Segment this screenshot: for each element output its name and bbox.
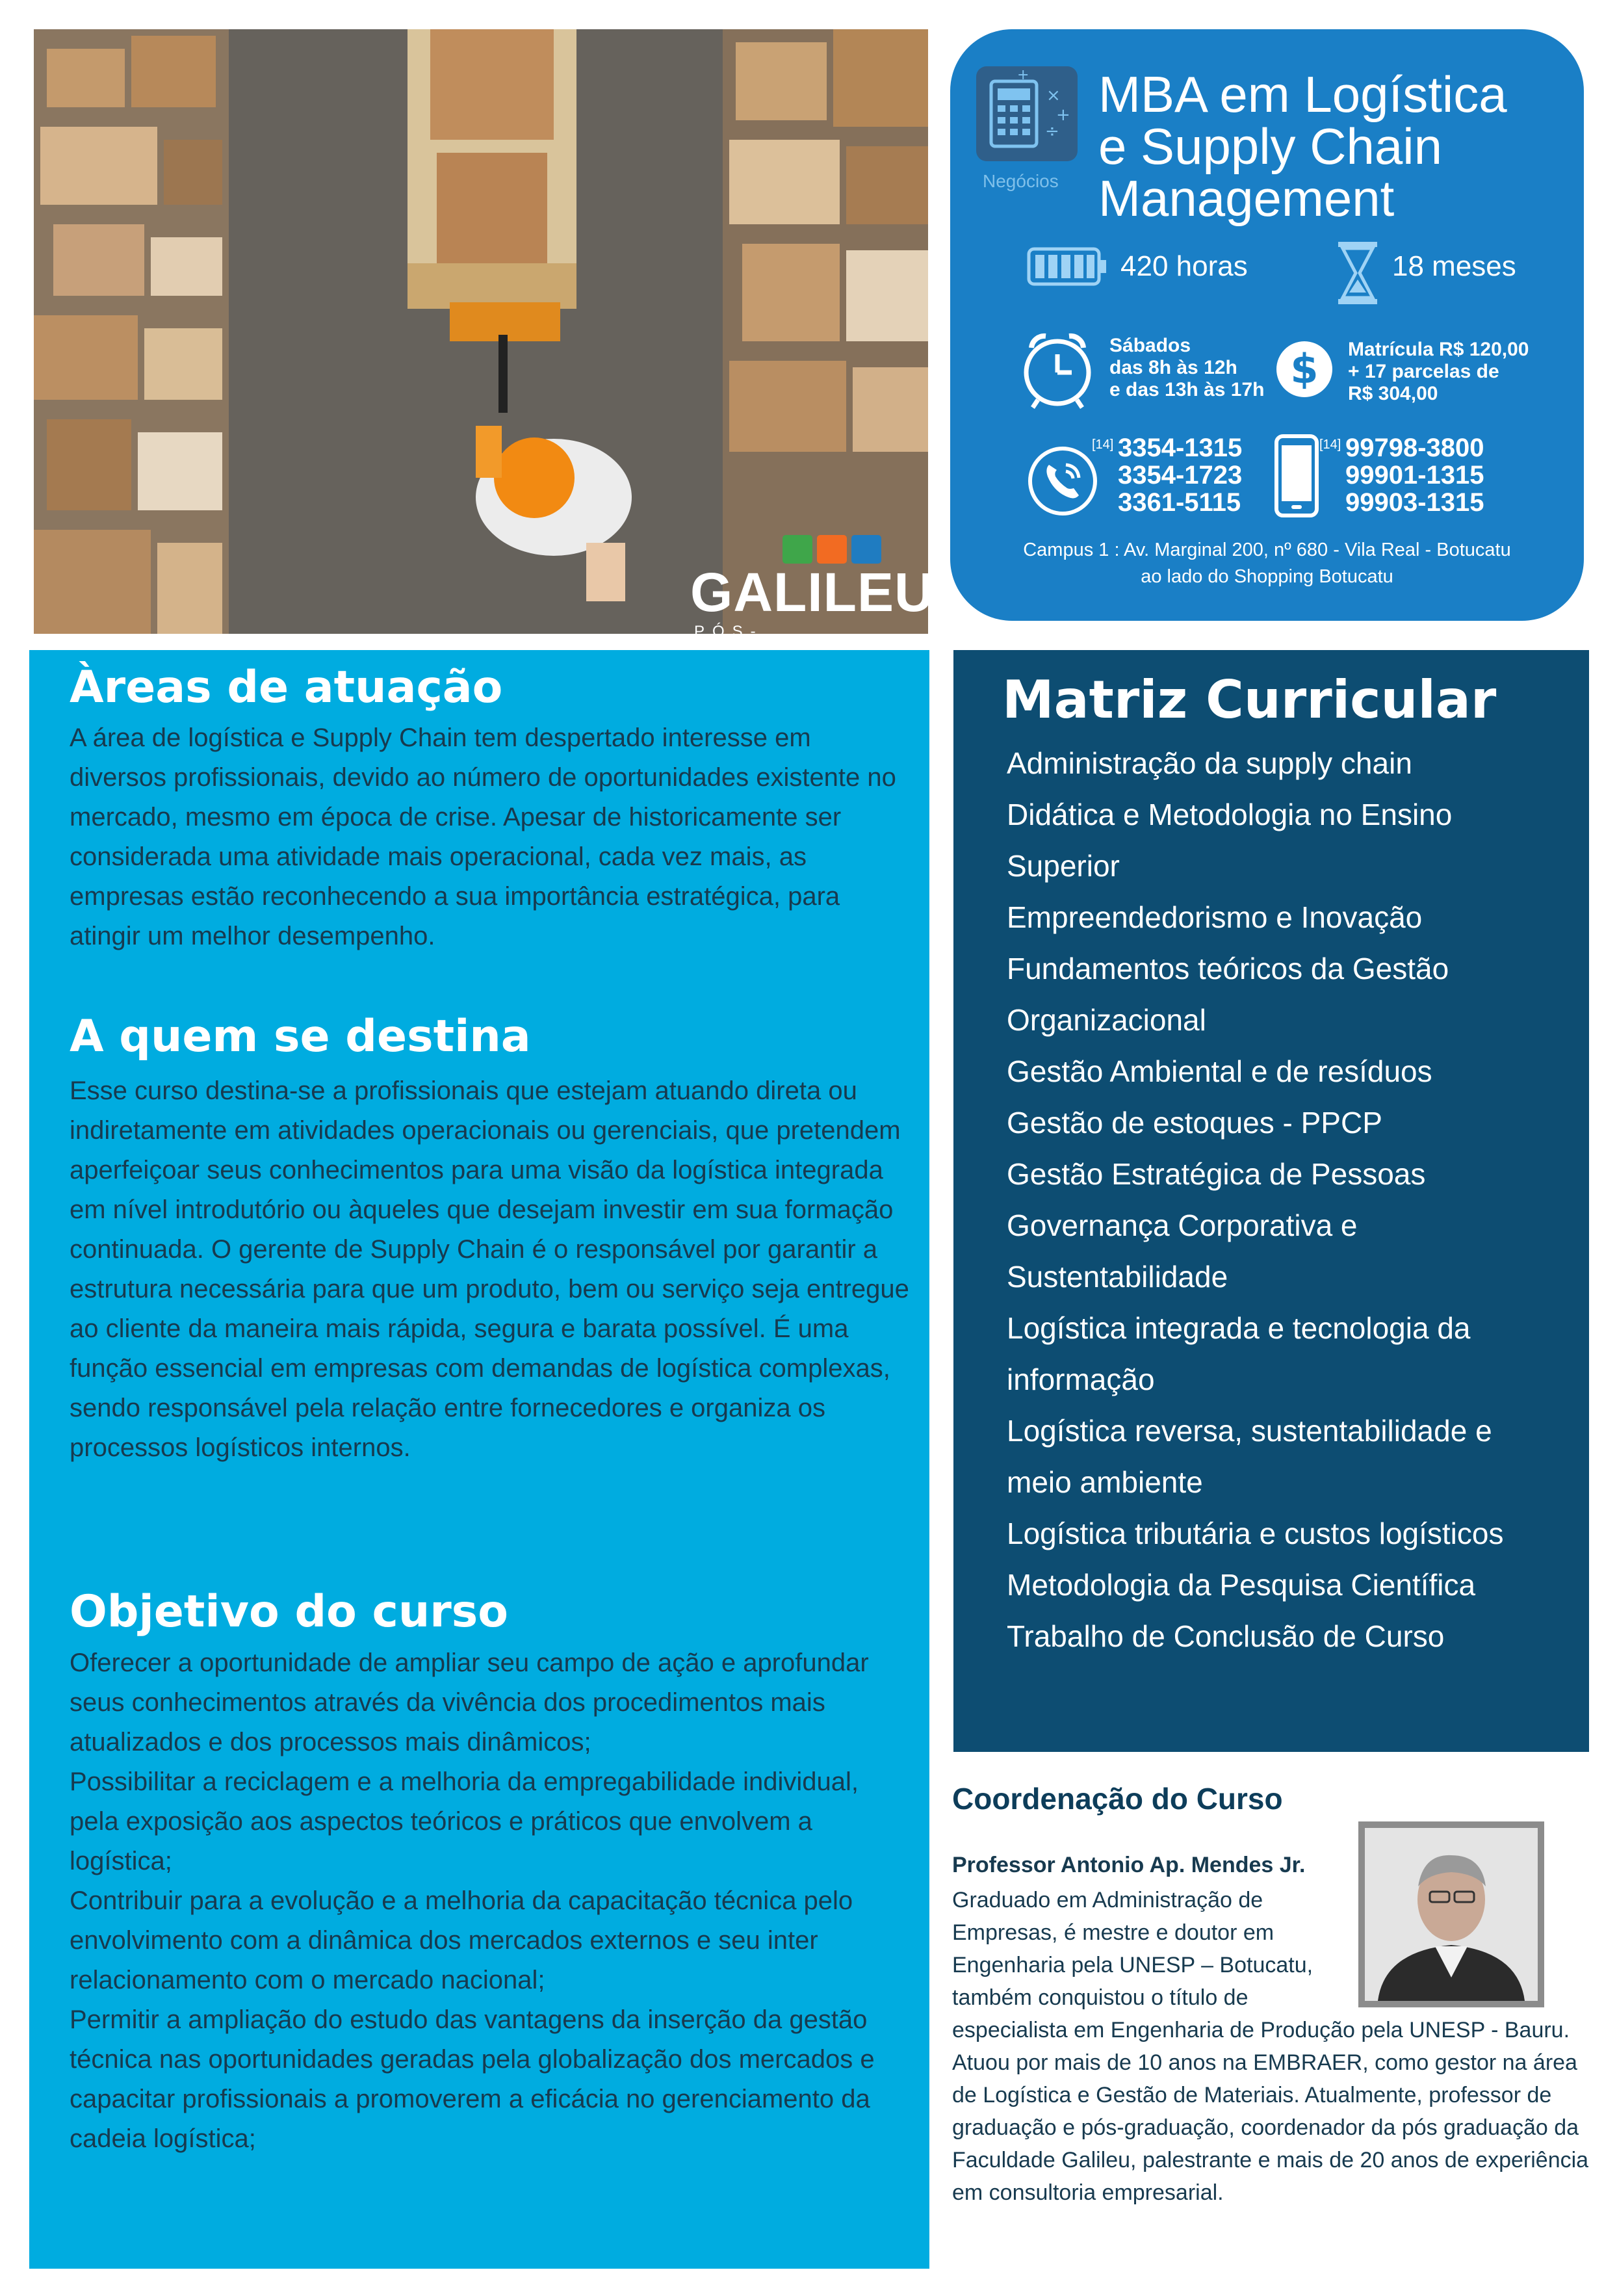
left-content-panel — [29, 650, 929, 2269]
objective-text: Oferecer a oportunidade de ampliar seu campo de ação e aprofundar seus conhecimentos através da vivência dos procedimentos mais atualizados e dos processos mais dinâmicos; Possibilitar a reciclagem e a melhoria da empregabilidade individual, pela exposição aos aspectos teóricos e práticos que envolvem a logística; Contribuir para a evolução e a melhoria da capacitação técnica pelo envolvimento com a dinâmica dos mercados externos e seu inter relacionamento com o mercado nacional; Permitir a ampliação do estudo das vantagens da inserção da gestão técnica nas oportunidades geradas pela globalização dos mercados e capacitar profissionais a promoverem a eficácia no gerenciamento da cadeia logística; — [70, 1649, 875, 2153]
areas-text: A área de logística e Supply Chain tem despertado interesse em diversos profissionais, devido ao número de oportunidades existente no mercado, mesmo em época de crise. Apesar de historicamente ser considerada uma atividade mais operacional, cada vez mais, as empresas estão reconhecendo a sua importância estratégica, para atingir um melhor desempenho. — [70, 724, 896, 950]
curriculum-item: Logística tributária e custos logísticos — [1007, 1517, 1504, 1550]
curriculum-item: Logística integrada e tecnologia da — [1007, 1311, 1471, 1345]
schedule-line3: e das 13h às 17h — [1109, 379, 1265, 400]
curriculum-item: Didática e Metodologia no Ensino — [1007, 798, 1453, 831]
objective-title: Objetivo do curso — [70, 1586, 508, 1637]
price-line3: R$ 304,00 — [1348, 383, 1438, 404]
campus-reference: ao lado do Shopping Botucatu — [1141, 566, 1393, 587]
curriculum-item: Governança Corporativa e — [1007, 1208, 1358, 1242]
curriculum-item: Empreendedorismo e Inovação — [1007, 900, 1423, 934]
course-title-line1: MBA em Logística — [1098, 66, 1507, 123]
professor-bio-part2: especialista em Engenharia de Produção pela UNESP - Bauru. Atuou por mais de 10 anos na EMBRAER, como gestor na área de Logística e Gestão de Materiais. Atualmente, professor de graduação e pós-graduação, coordenador da pós graduação da Faculdade Galileu, palestrante e mais de 20 anos de experiência em consultoria empresarial. — [952, 2018, 1589, 2205]
curriculum-item: Trabalho de Conclusão de Curso — [1007, 1619, 1445, 1653]
clock-icon — [1018, 328, 1096, 410]
svg-text:+: + — [1056, 105, 1070, 125]
mobile-number-2[interactable]: 99901-1315 — [1345, 461, 1484, 489]
curriculum-item: Gestão Estratégica de Pessoas — [1007, 1157, 1426, 1191]
coordination-title: Coordenação do Curso — [952, 1782, 1283, 1816]
hours-text: 420 horas — [1120, 250, 1248, 282]
svg-text:$: $ — [1290, 345, 1319, 393]
schedule-line2: das 8h às 12h — [1109, 357, 1237, 378]
curriculum-item: Metodologia da Pesquisa Científica — [1007, 1568, 1476, 1602]
phone-ddd: [14] — [1092, 437, 1114, 452]
price-line1: Matrícula R$ 120,00 — [1348, 339, 1529, 360]
professor-photo — [1358, 1821, 1544, 2007]
svg-text:+: + — [1017, 67, 1029, 83]
curriculum-item: Fundamentos teóricos da Gestão — [1007, 952, 1449, 985]
course-title-line3: Management — [1098, 170, 1395, 227]
hero-photo — [34, 29, 935, 640]
course-info-card — [950, 29, 1584, 621]
smartphone-icon — [1274, 434, 1319, 518]
mobile-number-3[interactable]: 99903-1315 — [1345, 488, 1484, 517]
curriculum-item: Organizacional — [1007, 1003, 1206, 1037]
price-line2: + 17 parcelas de — [1348, 361, 1499, 382]
curriculum-item: Superior — [1007, 849, 1120, 883]
svg-text:÷: ÷ — [1045, 122, 1059, 141]
duration-text: 18 meses — [1392, 250, 1516, 282]
curriculum-item: Logística reversa, sustentabilidade e — [1007, 1414, 1492, 1448]
hourglass-icon — [1335, 241, 1380, 306]
phone-number-3[interactable]: 3361-5115 — [1118, 488, 1241, 517]
audience-text: Esse curso destina-se a profissionais que estejam atuando direta ou indiretamente em atividades operacionais ou gerenciais, que pretendem aperfeiçoar seus conhecimentos para uma visão da logística integrada em nível introdutório ou àqueles que desejam investir em sua formação continuada. O gerente de Supply Chain é o responsável por garantir a estrutura necessária para que um produto, bem ou serviço seja entregue ao cliente da maneira mais rápida, segura e barata possível. É uma função essencial em empresas com demandas de logística complexas, sendo responsável pela relação entre fornecedores e organiza os processos logísticos internos. — [70, 1076, 909, 1462]
battery-icon — [1027, 247, 1108, 286]
curriculum-panel — [953, 650, 1589, 1752]
svg-text:×: × — [1046, 86, 1061, 105]
dollar-icon — [1275, 340, 1334, 398]
areas-title: Àreas de atuação — [70, 662, 503, 713]
phone-number-1[interactable]: 3354-1315 — [1118, 434, 1243, 462]
phone-number-2[interactable]: 3354-1723 — [1118, 461, 1243, 489]
curriculum-item: Gestão Ambiental e de resíduos — [1007, 1054, 1432, 1088]
logo-green-square — [783, 535, 812, 564]
calculator-icon — [975, 65, 1079, 163]
curriculum-title: Matriz Curricular — [1002, 670, 1497, 730]
category-label: Negócios — [983, 171, 1059, 191]
campus-address: Campus 1 : Av. Marginal 200, nº 680 - Vila Real - Botucatu — [1023, 540, 1511, 560]
schedule-line1: Sábados — [1109, 335, 1191, 356]
curriculum-item: Administração da supply chain — [1007, 746, 1412, 780]
logo-blue-square — [851, 535, 881, 564]
professor-bio-part1: Graduado em Administração de Empresas, é mestre e doutor em Engenharia pela UNESP – Botucatu, também conquistou o título de — [952, 1888, 1313, 2010]
curriculum-item: Sustentabilidade — [1007, 1260, 1228, 1294]
mobile-number-1[interactable]: 99798-3800 — [1345, 434, 1484, 462]
logo-orange-square — [817, 535, 847, 564]
curriculum-item: Gestão de estoques - PPCP — [1007, 1106, 1382, 1140]
mobile-ddd: [14] — [1319, 437, 1341, 452]
audience-title: A quem se destina — [70, 1011, 531, 1062]
curriculum-item: meio ambiente — [1007, 1465, 1203, 1499]
curriculum-item: informação — [1007, 1363, 1155, 1396]
logo-subtitle: PÓS- — [694, 623, 764, 640]
logo-wordmark: GALILEU — [690, 562, 935, 623]
course-title-line2: e Supply Chain — [1098, 118, 1443, 175]
phone-icon — [1027, 445, 1098, 517]
curriculum-list — [1007, 738, 1579, 1662]
professor-name: Professor Antonio Ap. Mendes Jr. — [952, 1853, 1306, 1877]
